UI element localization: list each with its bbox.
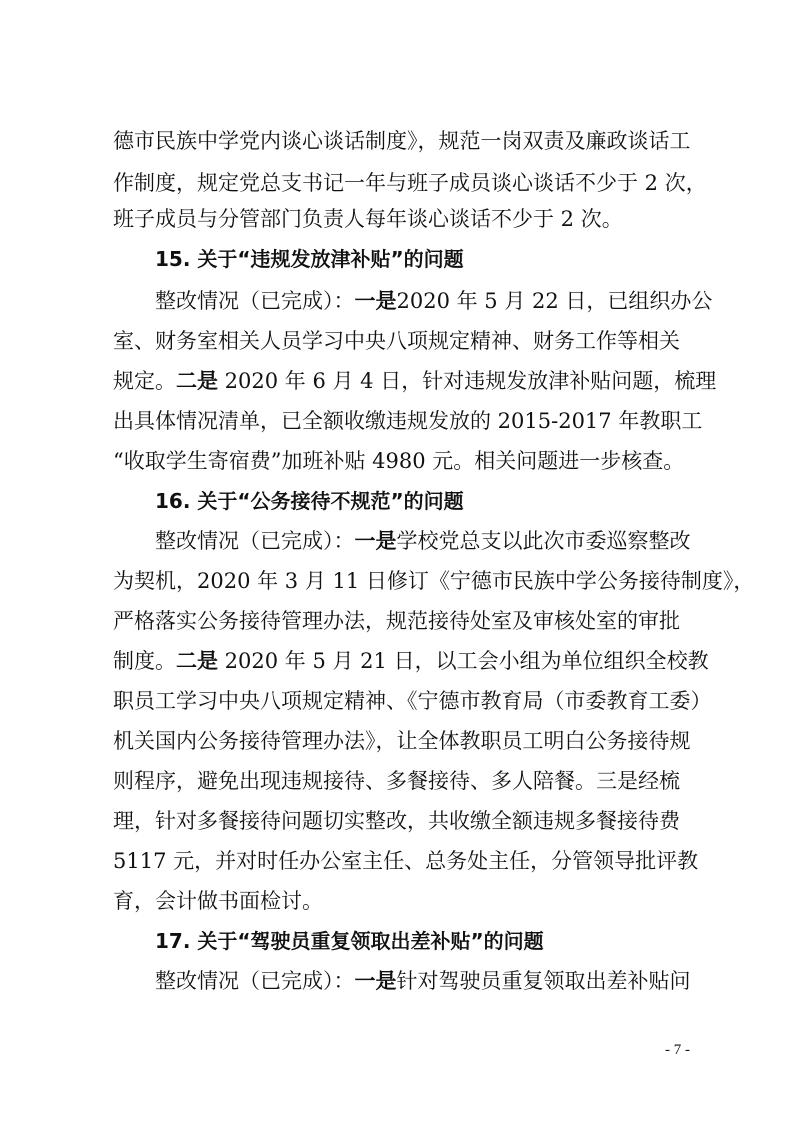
body-line: 育，会计做书面检讨。 (113, 889, 323, 913)
body-line: 出具体情况清单，已全额收缴违规发放的 2015-2017 年教职工 (113, 409, 703, 433)
keyword-first: 一是 (354, 289, 397, 313)
body-line: 制度。二是 2020 年 5 月 21 日，以工会小组为单位组织全校教 (113, 649, 709, 673)
keyword-first: 一是 (354, 969, 397, 993)
body-line: 整改情况（已完成）：一是学校党总支以此次市委巡察整改 (155, 529, 691, 553)
body-line: 则程序，避免出现违规接待、多餐接待、多人陪餐。三是经梳 (113, 769, 680, 793)
body-line: 规定。二是 2020 年 6 月 4 日，针对违规发放津补贴问题，梳理 (113, 369, 717, 393)
body-line: 作制度，规定党总支书记一年与班子成员谈心谈话不少于 2 次， (113, 171, 707, 195)
body-line: 理，针对多餐接待问题切实整改，共收缴全额违规多餐接待费 (113, 809, 680, 833)
body-line: “收取学生寄宿费”加班补贴 4980 元。相关问题进一步核查。 (113, 449, 685, 473)
body-line: 职员工学习中央八项规定精神、《宁德市教育局（市委教育工委） (113, 689, 712, 713)
keyword-second: 二是 (176, 369, 218, 393)
body-line: 整改情况（已完成）：一是2020 年 5 月 22 日，已组织办公 (155, 289, 713, 313)
keyword-second: 二是 (176, 649, 218, 673)
keyword-first: 一是 (354, 529, 397, 553)
body-line: 机关国内公务接待管理办法》，让全体教职员工明白公务接待规 (113, 729, 691, 753)
body-line: 室、财务室相关人员学习中央八项规定精神、财务工作等相关 (113, 329, 680, 353)
section-heading-17: 17. 关于“驾驶员重复领取出差补贴”的问题 (155, 929, 544, 953)
body-line: 整改情况（已完成）：一是针对驾驶员重复领取出差补贴问 (155, 969, 691, 993)
body-line: 德市民族中学党内谈心谈话制度》，规范一岗双责及廉政谈话工 (113, 129, 691, 153)
section-heading-16: 16. 关于“公务接待不规范”的问题 (155, 489, 464, 513)
body-line: 为契机，2020 年 3 月 11 日修订《宁德市民族中学公务接待制度》， (113, 569, 755, 593)
body-line: 5117 元，并对时任办公室主任、总务处主任，分管领导批评教 (113, 849, 699, 873)
body-line: 班子成员与分管部门负责人每年谈心谈话不少于 2 次。 (113, 207, 623, 231)
section-heading-15: 15. 关于“违规发放津补贴”的问题 (155, 247, 464, 271)
page-number: - 7 - (665, 1042, 690, 1058)
body-line: 严格落实公务接待管理办法，规范接待处室及审核处室的审批 (113, 609, 680, 633)
